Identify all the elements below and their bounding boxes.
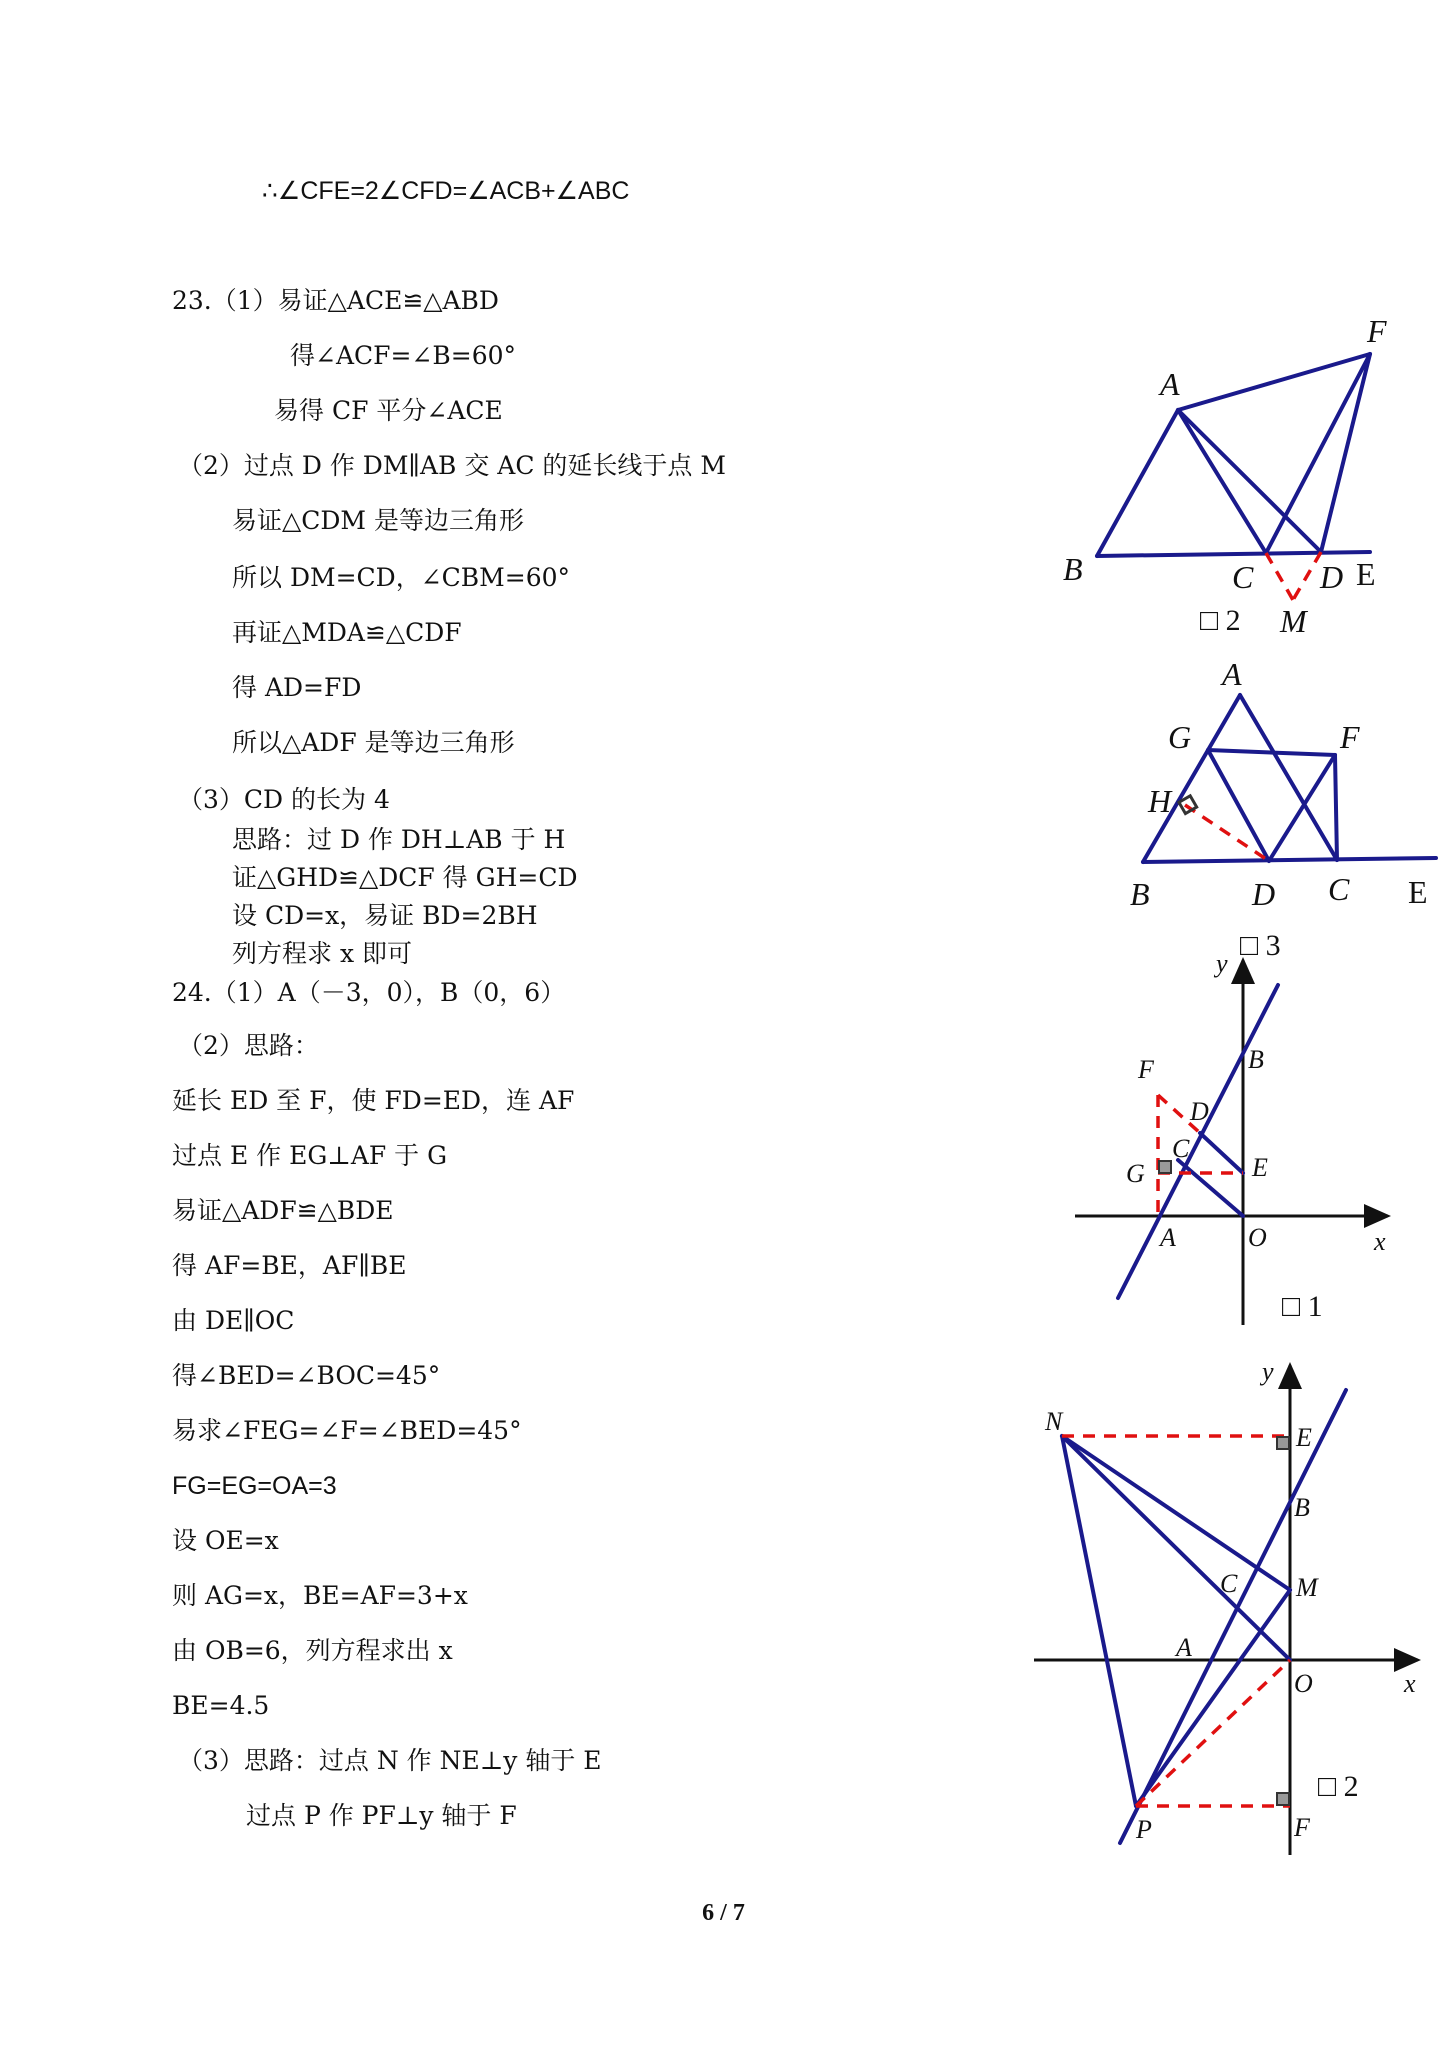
label-x: x xyxy=(1374,1227,1386,1256)
label-o: O xyxy=(1248,1223,1267,1252)
label-a: A xyxy=(1222,656,1242,692)
label-b: B xyxy=(1063,551,1083,587)
text-line-4: 易得 CF 平分∠ACE xyxy=(274,396,503,425)
label-e: E xyxy=(1252,1153,1268,1182)
label-a: A xyxy=(1160,366,1180,402)
text-line-18: 延长 ED 至 F，使 FD=ED，连 AF xyxy=(172,1086,575,1115)
text-line-2: 23.（1）易证△ACE≌△ABD xyxy=(172,286,499,315)
text-line-27: 则 AG=x，BE=AF=3+x xyxy=(172,1581,468,1610)
text-line-16: 24.（1）A（－3，0），B（0，6） xyxy=(172,978,566,1007)
page-number: 6 / 7 xyxy=(702,1900,745,1926)
text-line-7: 所以 DM=CD，∠CBM=60° xyxy=(232,563,571,592)
text-line-8: 再证△MDA≌△CDF xyxy=(232,618,462,647)
label-f: F xyxy=(1138,1055,1154,1084)
text-line-9: 得 AD=FD xyxy=(232,673,362,702)
label-m: M xyxy=(1280,603,1307,639)
label-e: E xyxy=(1408,874,1428,910)
label-f: F xyxy=(1340,719,1360,755)
label-y: y xyxy=(1262,1357,1274,1386)
text-line-22: 由 DE∥OC xyxy=(172,1306,295,1335)
text-line-1: ∴∠CFE=2∠CFD=∠ACB+∠ABC xyxy=(262,177,630,205)
figure-triangle-acf xyxy=(1060,320,1390,650)
text-line-24: 易求∠FEG=∠F=∠BED=45° xyxy=(172,1416,522,1445)
figure-caption: □ 3 xyxy=(1240,929,1281,962)
label-g: G xyxy=(1126,1159,1145,1188)
text-line-26: 设 OE=x xyxy=(172,1526,279,1555)
text-line-30: （3）思路：过点 N 作 NE⊥y 轴于 E xyxy=(178,1746,602,1775)
label-d: D xyxy=(1320,559,1344,595)
figure-coordinate-1 xyxy=(1070,950,1400,1330)
text-line-25: FG=EG=OA=3 xyxy=(172,1472,337,1500)
label-g: G xyxy=(1168,719,1192,755)
figure-caption: □ 2 xyxy=(1200,604,1241,637)
label-b: B xyxy=(1248,1045,1264,1074)
label-x: x xyxy=(1404,1669,1416,1698)
label-a: A xyxy=(1160,1223,1176,1252)
text-line-15: 列方程求 x 即可 xyxy=(232,939,412,968)
text-line-31: 过点 P 作 PF⊥y 轴于 F xyxy=(246,1801,517,1830)
text-line-10: 所以△ADF 是等边三角形 xyxy=(232,728,515,757)
text-line-3: 得∠ACF=∠B=60° xyxy=(290,341,517,370)
label-b: B xyxy=(1130,876,1150,912)
label-o: O xyxy=(1294,1669,1313,1698)
text-line-29: BE=4.5 xyxy=(172,1691,270,1720)
text-line-14: 设 CD=x，易证 BD=2BH xyxy=(232,901,538,930)
text-line-11: （3）CD 的长为 4 xyxy=(178,785,390,814)
label-e: E xyxy=(1296,1423,1312,1452)
label-c: C xyxy=(1220,1569,1238,1598)
figure-triangle-abc xyxy=(1120,650,1440,970)
label-p: P xyxy=(1136,1815,1152,1844)
label-m: M xyxy=(1296,1573,1318,1602)
text-line-13: 证△GHD≌△DCF 得 GH=CD xyxy=(232,863,578,892)
label-y: y xyxy=(1216,950,1228,978)
label-n: N xyxy=(1045,1407,1063,1436)
text-line-20: 易证△ADF≌△BDE xyxy=(172,1196,394,1225)
figure-caption: □ 1 xyxy=(1282,1290,1323,1323)
label-f: F xyxy=(1294,1813,1310,1842)
text-line-21: 得 AF=BE，AF∥BE xyxy=(172,1251,407,1280)
label-c: C xyxy=(1232,559,1254,595)
text-line-12: 思路：过 D 作 DH⊥AB 于 H xyxy=(232,825,566,854)
text-line-6: 易证△CDM 是等边三角形 xyxy=(232,506,524,535)
label-h: H xyxy=(1148,783,1172,819)
label-d: D xyxy=(1252,876,1276,912)
text-line-19: 过点 E 作 EG⊥AF 于 G xyxy=(172,1141,448,1170)
label-a: A xyxy=(1176,1633,1192,1662)
label-e: E xyxy=(1356,556,1376,592)
figure-caption: □ 2 xyxy=(1318,1770,1359,1803)
label-b: B xyxy=(1294,1493,1310,1522)
label-c: C xyxy=(1172,1134,1190,1163)
text-line-5: （2）过点 D 作 DM∥AB 交 AC 的延长线于点 M xyxy=(178,451,726,480)
text-line-23: 得∠BED=∠BOC=45° xyxy=(172,1361,441,1390)
text-line-17: （2）思路： xyxy=(178,1031,319,1060)
figure-coordinate-2 xyxy=(1030,1355,1430,1855)
text-line-28: 由 OB=6，列方程求出 x xyxy=(172,1636,453,1665)
label-c: C xyxy=(1328,871,1350,907)
label-f: F xyxy=(1367,320,1387,349)
label-d: D xyxy=(1190,1097,1209,1126)
